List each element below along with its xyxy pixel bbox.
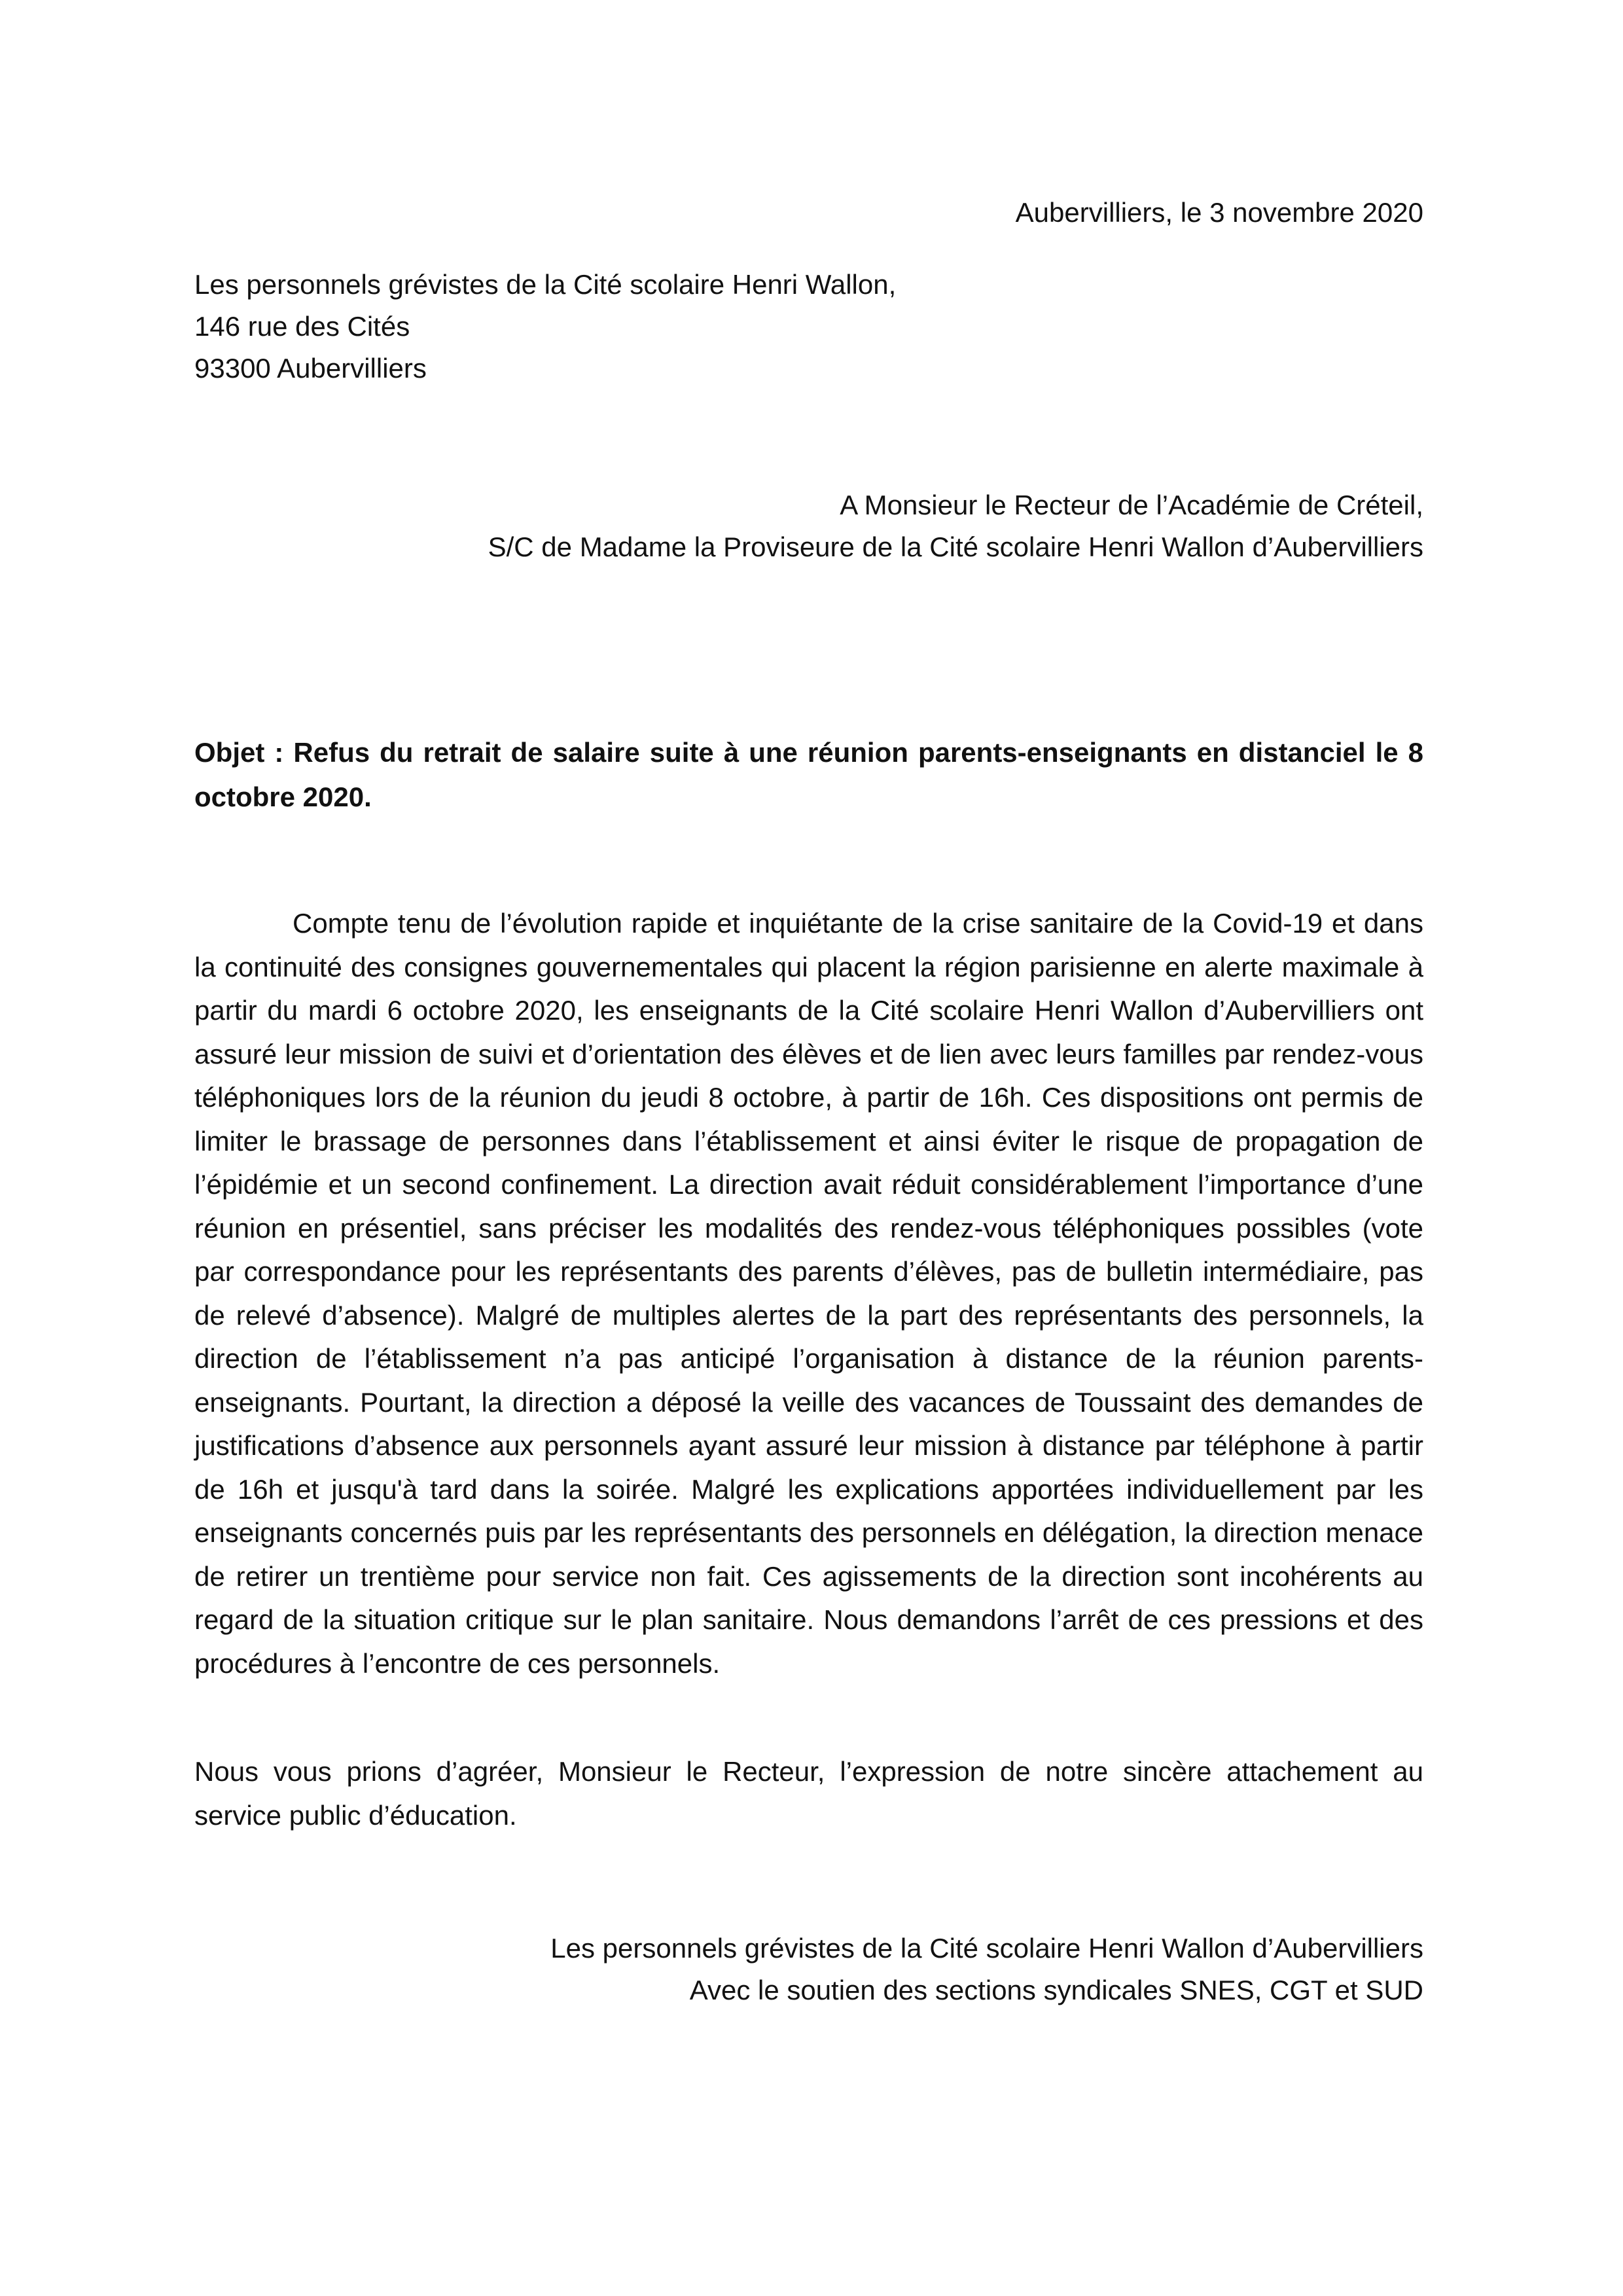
sender-line-2: 146 rue des Cités [194,311,410,342]
subject-label: Objet : [194,737,284,768]
signature-line-2: Avec le soutien des sections syndicales SNES, CGT et SUD [689,1975,1423,2005]
subject-line [194,730,1423,819]
signature-line-1: Les personnels grévistes de la Cité scolaire Henri Wallon d’Aubervilliers [550,1933,1423,1964]
recipient-line-1: A Monsieur le Recteur de l’Académie de Créteil, [840,490,1423,520]
body-block [194,902,1423,1685]
date-line: Aubervilliers, le 3 novembre 2020 [1015,197,1423,228]
sender-line-1: Les personnels grévistes de la Cité scolaire Henri Wallon, [194,269,897,300]
closing-block [194,1750,1423,1837]
closing-paragraph: Nous vous prions d’agréer, Monsieur le Recteur, l’expression de notre sincère attachement au service public d’éducation. [194,1756,1423,1831]
recipient-line-2: S/C de Madame la Proviseure de la Cité scolaire Henri Wallon d’Aubervilliers [488,531,1423,562]
body-paragraph: Compte tenu de l’évolution rapide et inquiétante de la crise sanitaire de la Covid-19 et dans la continuité des consignes gouvernementales qui placent la région parisienne en alerte maximale à partir du mardi 6 octobre 2020, les enseignants de la Cité scolaire Henri Wallon d’Aubervilliers ont assuré leur mission de suivi et d’orientation des élèves et de lien avec leurs familles par rendez-vous téléphoniques lors de la réunion du jeudi 8 octobre, à partir de 16h. Ces dispositions ont permis de limiter le brassage de personnes dans l’établissement et ainsi éviter le risque de propagation de l’épidémie et un second confinement. La direction avait réduit considérablement l’importance d’une réunion en présentiel, sans préciser les modalités des rendez-vous téléphoniques possibles (vote par correspondance pour les représentants des parents d’élèves, pas de bulletin intermédiaire, pas de relevé d’absence). Malgré de multiples alertes de la part des représentants des personnels, la direction de l’établissement n’a pas anticipé l’organisation à distance de la réunion parents-enseignants. Pourtant, la direction a déposé la veille des vacances de Toussaint des demandes de justifications d’absence aux personnels ayant assuré leur mission à distance par téléphone à partir de 16h et jusqu'à tard dans la soirée. Malgré les explications apportées individuellement par les enseignants concernés puis par les représentants des personnels en délégation, la direction menace de retirer un trentième pour service non fait. Ces agissements de la direction sont incohérents au regard de la situation critique sur le plan sanitaire. Nous demandons l’arrêt de ces pressions et des procédures à l’encontre de ces personnels. [194,908,1423,1679]
subject-text: Refus du retrait de salaire suite à une réunion parents-enseignants en distanciel le 8 octobre 2020. [194,737,1423,812]
sender-line-3: 93300 Aubervilliers [194,353,427,384]
